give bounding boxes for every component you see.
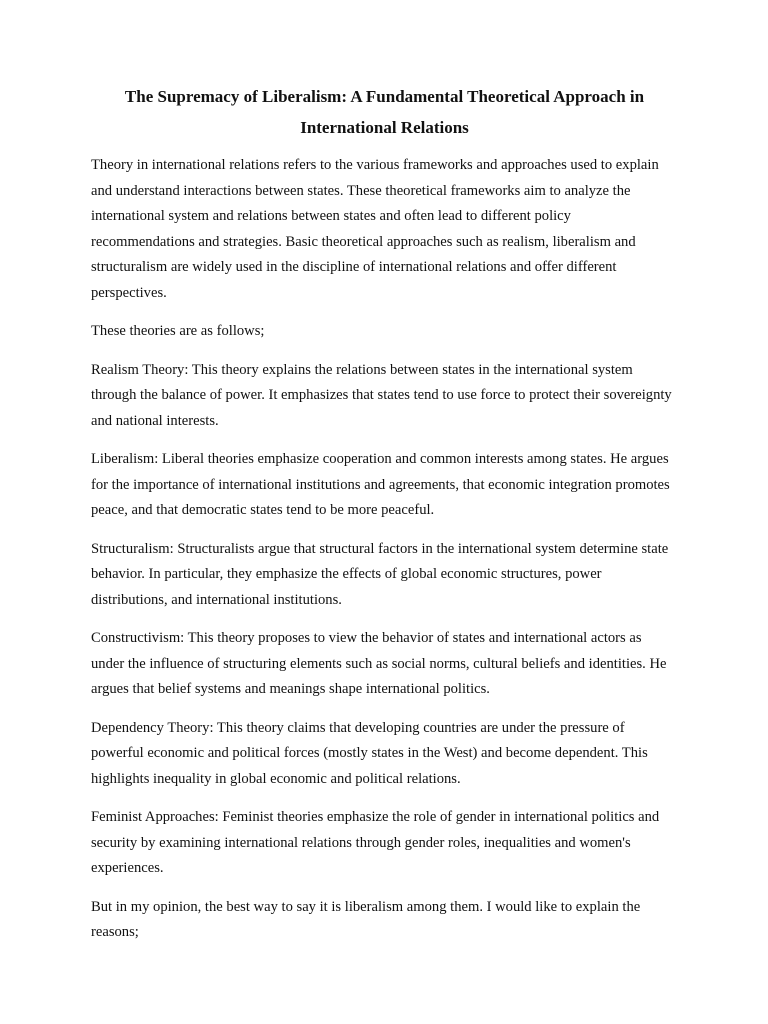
paragraph-dependency-theory: Dependency Theory: This theory claims that developing countries are under the pressure of powerful economic and political forces (mostly states in the West) and become dependent. This highlights inequality in global economic and political relations. xyxy=(91,719,648,787)
paragraph-theories-list-intro: These theories are as follows; xyxy=(91,323,265,339)
document-title xyxy=(91,81,678,143)
paragraph-realism: Realism Theory: This theory explains the relations between states in the international system through the balance of power. It emphasizes that states tend to use force to protect their sovereignty and national interests. xyxy=(91,361,672,429)
paragraph-liberalism: Liberalism: Liberal theories emphasize cooperation and common interests among states. He argues for the importance of international institutions and agreements, that economic integration promotes peace, and that democratic states tend to be more peaceful. xyxy=(91,451,670,518)
paragraph-structuralism: Structuralism: Structuralists argue that structural factors in the international system determine state behavior. In particular, they emphasize the effects of global economic structures, power distributions, and international institutions. xyxy=(91,540,669,608)
document-page xyxy=(91,0,678,946)
paragraph-intro: Theory in international relations refers to the various frameworks and approaches used to explain and understand interactions between states. These theoretical frameworks aim to analyze the international system and relations between states and often lead to different policy recommendations and strategies. Basic theoretical approaches such as realism, liberalism and structuralism are widely used in the discipline of international relations and offer different perspectives. xyxy=(91,157,659,301)
paragraph-opinion: But in my opinion, the best way to say it is liberalism among them. I would like to explain the reasons; xyxy=(91,898,641,940)
paragraph-constructivism: Constructivism: This theory proposes to view the behavior of states and international actors as under the influence of structuring elements such as social norms, cultural beliefs and identities. He argues that belief systems and meanings shape international politics. xyxy=(91,630,667,697)
paragraph-feminist-approaches: Feminist Approaches: Feminist theories emphasize the role of gender in international politics and security by examining international relations through gender roles, inequalities and women's experiences. xyxy=(91,809,660,876)
document-title-line-2: International Relations xyxy=(300,118,469,137)
document-title-line-1: The Supremacy of Liberalism: A Fundamental Theoretical Approach in xyxy=(124,87,645,106)
